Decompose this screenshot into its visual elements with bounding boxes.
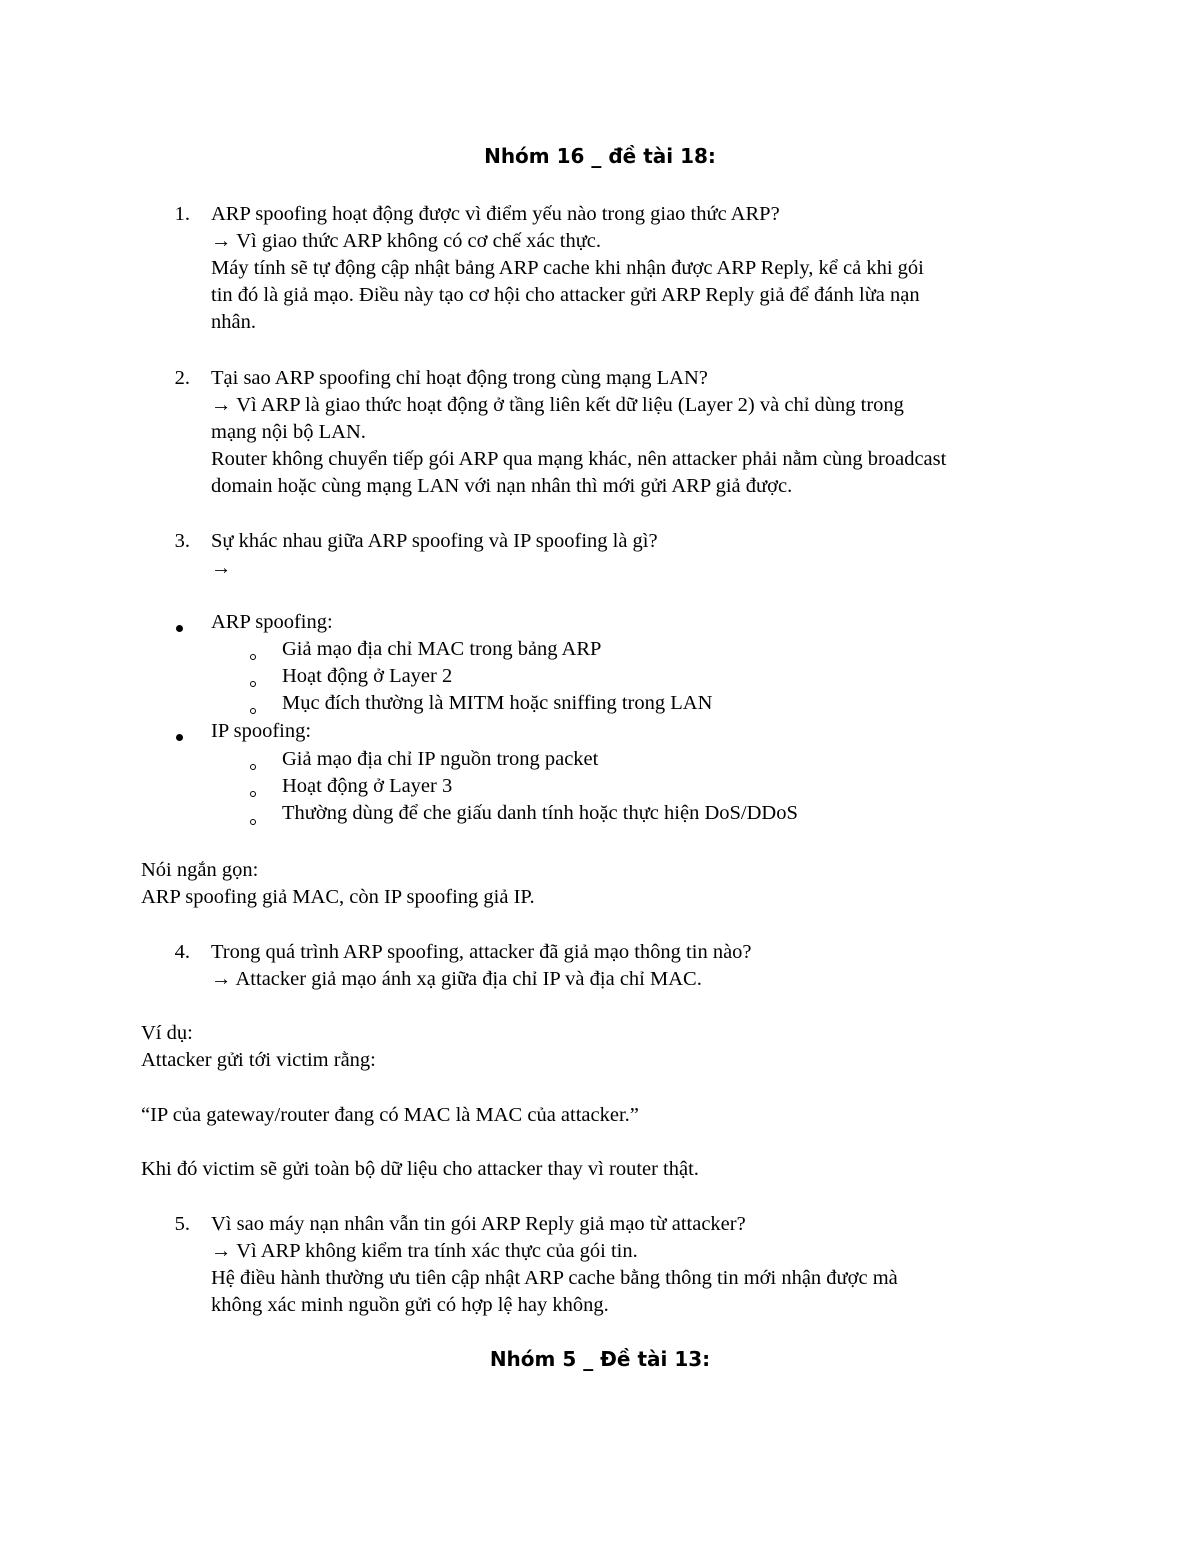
q4-line: Trong quá trình ARP spoofing, attacker đã giả mạo thông tin nào? <box>211 941 752 963</box>
q5-line: Hệ điều hành thường ưu tiên cập nhật ARP cache bằng thông tin mới nhận được mà <box>211 1267 898 1289</box>
example-quote <box>141 1102 639 1129</box>
q2-line: → Vì ARP là giao thức hoạt động ở tầng liên kết dữ liệu (Layer 2) và chỉ dùng trong <box>211 394 904 416</box>
q2-number: 2. <box>174 367 190 389</box>
bullet-disc-icon <box>176 728 183 746</box>
bullet-label: IP spoofing: <box>211 720 312 742</box>
bullet-circle-icon <box>250 647 256 665</box>
bullet-label: ARP spoofing: <box>211 611 333 633</box>
bullet-circle-icon <box>250 784 256 802</box>
bullet-circle-icon <box>250 757 256 775</box>
q1-line: → Vì giao thức ARP không có cơ chế xác thực. <box>211 230 602 252</box>
example-line: Attacker gửi tới victim rằng: <box>141 1049 376 1071</box>
arp-spoofing-subitems <box>282 636 712 717</box>
bullet-circle-icon <box>250 701 256 719</box>
q3-line: Sự khác nhau giữa ARP spoofing và IP spoofing là gì? <box>211 530 658 552</box>
arp-spoofing-label <box>211 609 333 636</box>
result-text: Khi đó victim sẽ gửi toàn bộ dữ liệu cho attacker thay vì router thật. <box>141 1158 699 1180</box>
q1-line: ARP spoofing hoạt động được vì điểm yếu nào trong giao thức ARP? <box>211 203 780 225</box>
q5-number: 5. <box>174 1213 190 1235</box>
q1-line: tin đó là giả mạo. Điều này tạo cơ hội cho attacker gửi ARP Reply giả để đánh lừa nạn <box>211 284 920 306</box>
q1-number: 1. <box>174 203 190 225</box>
ip-spoofing-subitems <box>282 746 798 827</box>
q1-line: Máy tính sẽ tự động cập nhật bảng ARP cache khi nhận được ARP Reply, kể cả khi gói <box>211 257 924 279</box>
q4-number: 4. <box>174 941 190 963</box>
q3-text <box>211 528 658 582</box>
q5-text <box>211 1211 898 1319</box>
sub-item: Thường dùng để che giấu danh tính hoặc thực hiện DoS/DDoS <box>282 802 798 824</box>
q5-line: → Vì ARP không kiểm tra tính xác thực của gói tin. <box>211 1240 638 1262</box>
q1-line: nhân. <box>211 311 256 333</box>
q2-line: Router không chuyển tiếp gói ARP qua mạng khác, nên attacker phải nằm cùng broadcast <box>211 448 947 470</box>
summary-text: ARP spoofing giả MAC, còn IP spoofing giả IP. <box>141 886 535 908</box>
q2-text <box>211 365 946 500</box>
sub-item: Hoạt động ở Layer 2 <box>282 665 453 687</box>
q2-line: domain hoặc cùng mạng LAN với nạn nhân thì mới gửi ARP giả được. <box>211 475 793 497</box>
example-result <box>141 1156 699 1183</box>
q1-text <box>211 201 924 336</box>
q3-number: 3. <box>174 530 190 552</box>
sub-item: Giả mạo địa chỉ MAC trong bảng ARP <box>282 638 602 660</box>
q2-line: Tại sao ARP spoofing chỉ hoạt động trong cùng mạng LAN? <box>211 367 708 389</box>
quote-text: “IP của gateway/router đang có MAC là MAC của attacker.” <box>141 1104 639 1126</box>
sub-item: Mục đích thường là MITM hoặc sniffing trong LAN <box>282 692 713 714</box>
summary <box>141 857 535 911</box>
ip-spoofing-label <box>211 718 311 745</box>
q4-text <box>211 939 752 993</box>
bullet-circle-icon <box>250 812 256 830</box>
q3-line: → <box>211 557 232 579</box>
sub-item: Giả mạo địa chỉ IP nguồn trong packet <box>282 748 599 770</box>
q5-line: không xác minh nguồn gửi có hợp lệ hay không. <box>211 1294 609 1316</box>
section-heading-group-16: Nhóm 16 _ đề tài 18: <box>484 144 716 168</box>
q4-line: → Attacker giả mạo ánh xạ giữa địa chỉ IP và địa chỉ MAC. <box>211 968 702 990</box>
example-label: Ví dụ: <box>141 1022 193 1044</box>
sub-item: Hoạt động ở Layer 3 <box>282 775 453 797</box>
summary-label: Nói ngắn gọn: <box>141 859 259 881</box>
section-heading-group-5: Nhóm 5 _ Đề tài 13: <box>489 1347 711 1371</box>
q2-line: mạng nội bộ LAN. <box>211 421 366 443</box>
example <box>141 1020 376 1074</box>
bullet-circle-icon <box>250 674 256 692</box>
bullet-disc-icon <box>176 619 183 637</box>
q5-line: Vì sao máy nạn nhân vẫn tin gói ARP Reply giả mạo từ attacker? <box>211 1213 746 1235</box>
